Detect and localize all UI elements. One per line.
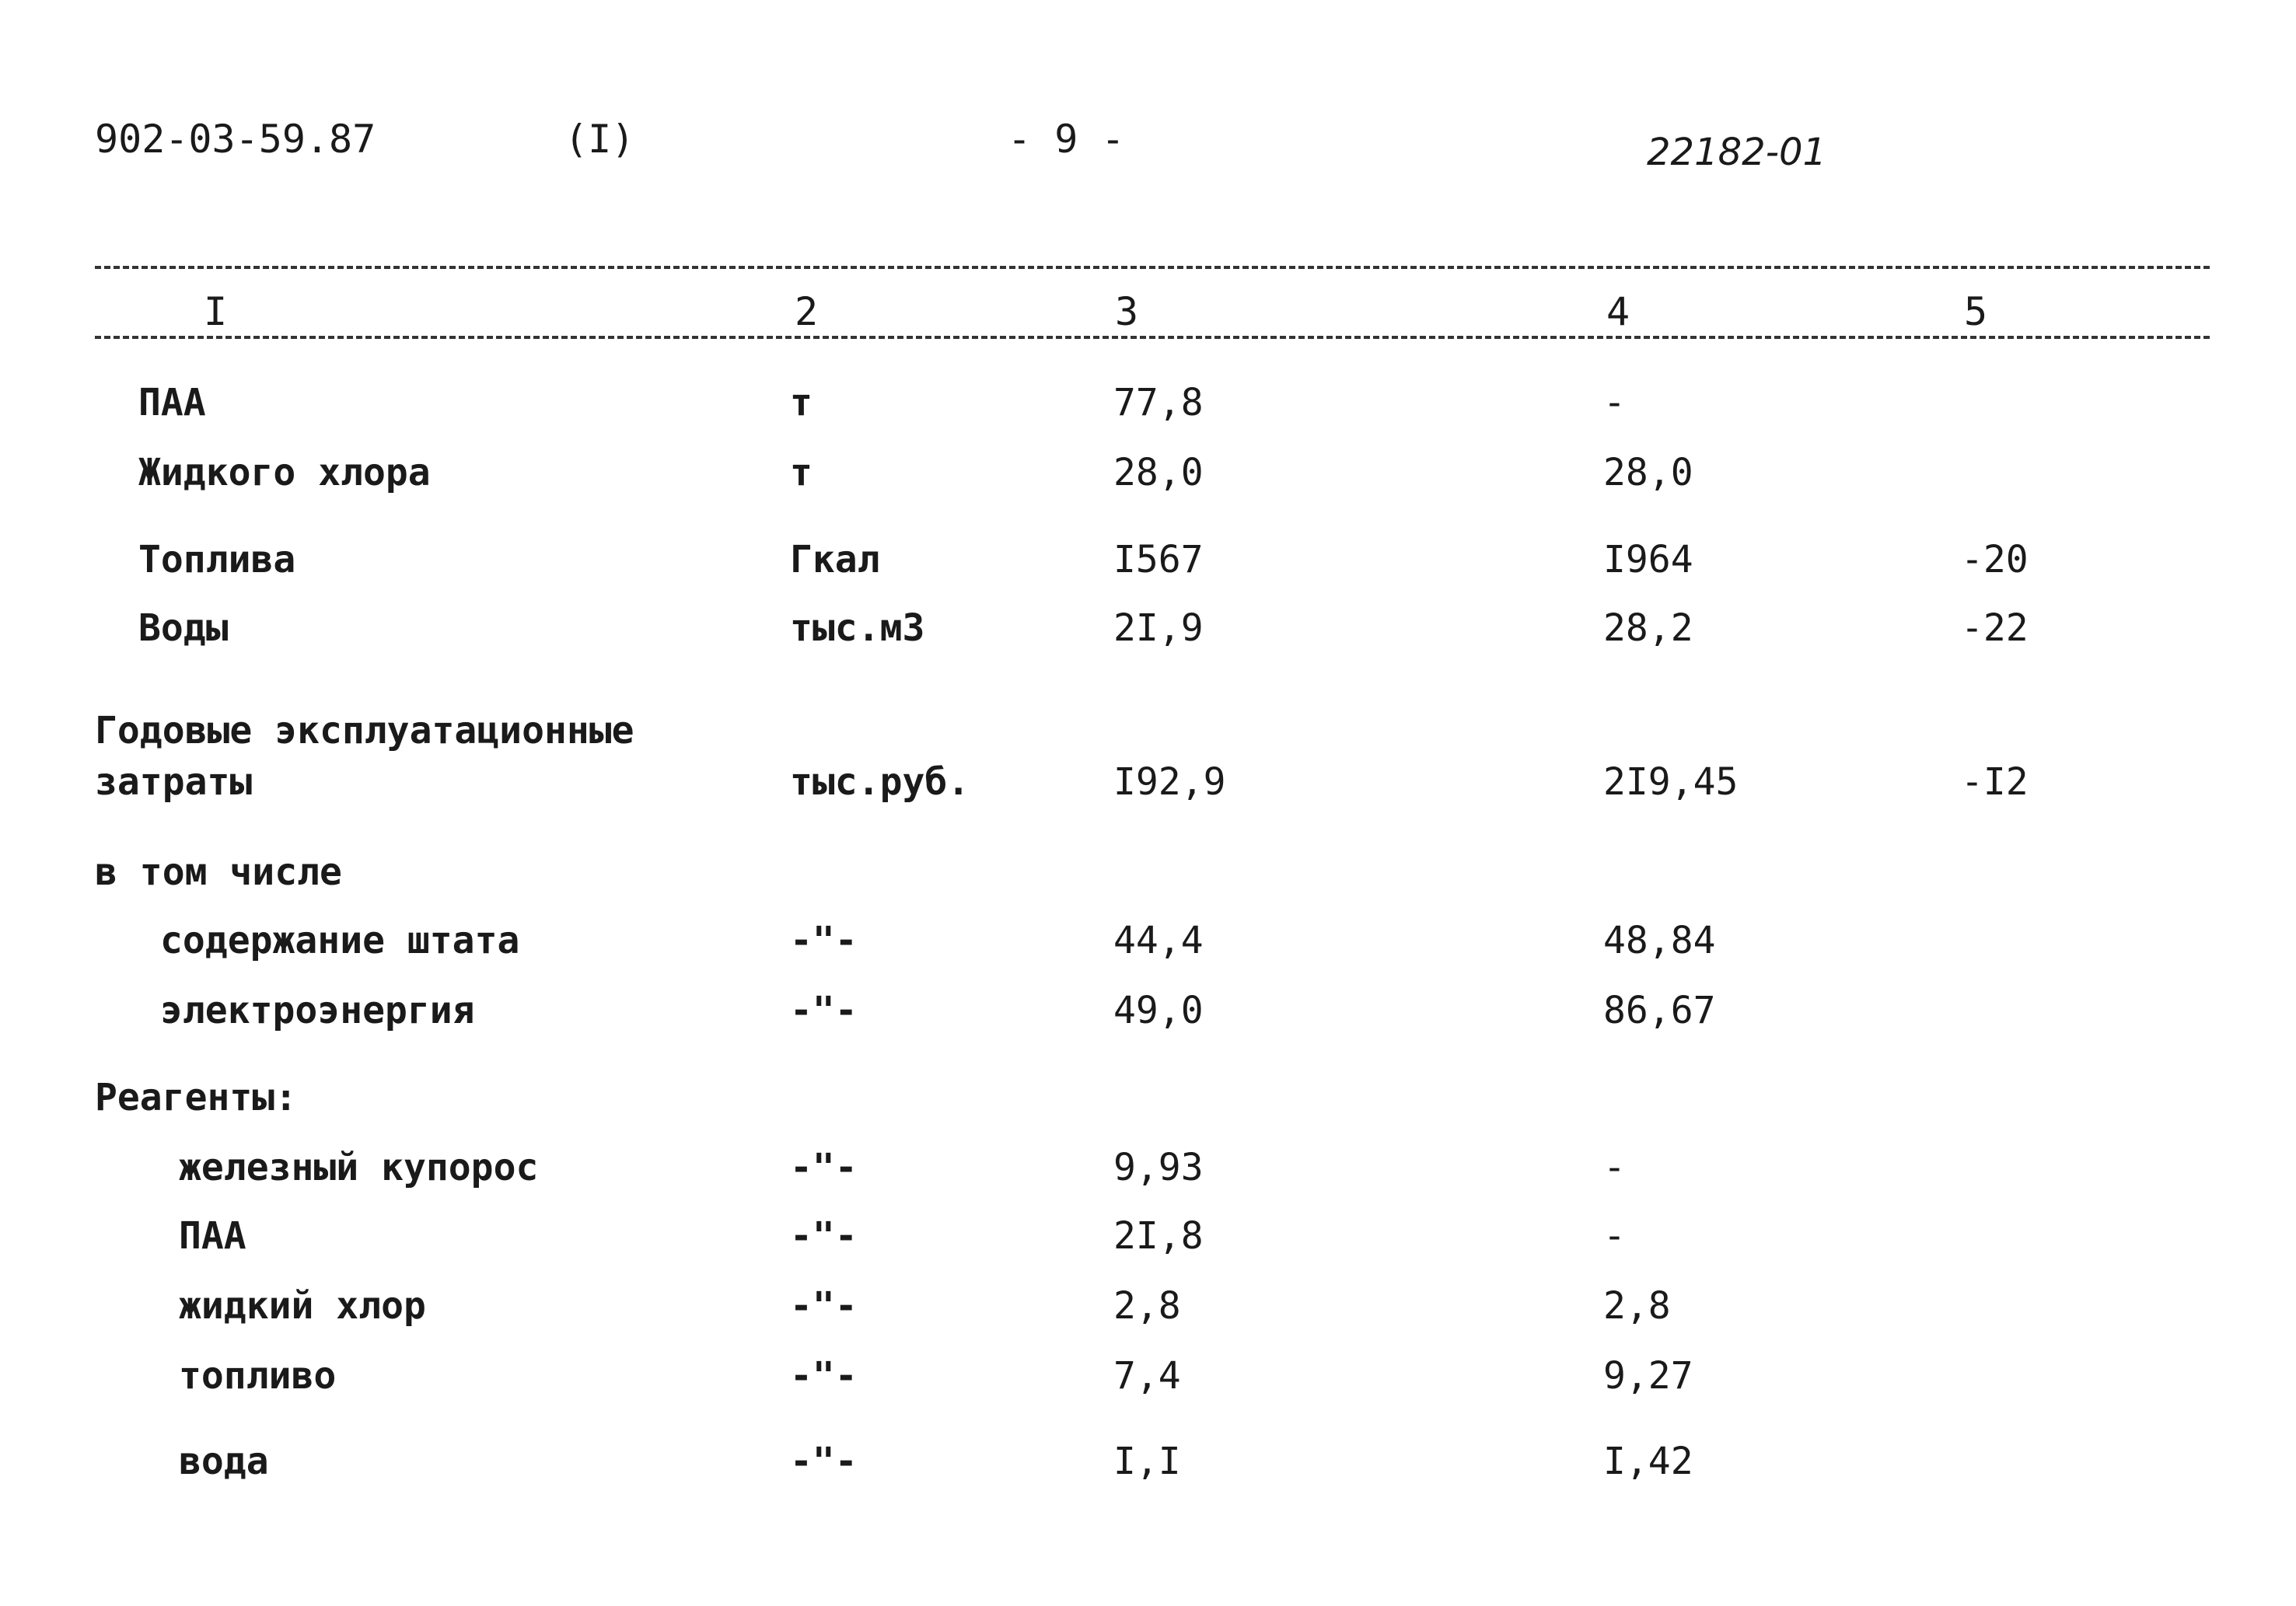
row-value-col3: 77,8 (1113, 381, 1204, 424)
row-value-col4: 28,0 (1603, 451, 1693, 494)
row-unit: т (790, 381, 813, 424)
row-name: ПАА (138, 381, 206, 424)
row-unit: -"- (790, 1284, 858, 1328)
row-unit: -"- (790, 1146, 858, 1189)
row-value-col4: 48,84 (1603, 919, 1716, 962)
table-header-dashed-rule (95, 336, 2210, 339)
row-unit: -"- (790, 1440, 858, 1483)
row-value-col3: I567 (1113, 538, 1204, 581)
row-value-col3: I,I (1113, 1440, 1181, 1483)
row-unit: Гкал (790, 538, 880, 581)
row-name: топливо (179, 1354, 337, 1398)
table-row (0, 989, 2296, 1035)
row-value-col4: 2I9,45 (1603, 760, 1739, 804)
row-value-col5: -20 (1961, 538, 2029, 581)
row-value-col3: 2I,8 (1113, 1214, 1204, 1258)
column-number-2: 2 (790, 289, 823, 334)
row-value-col4: I,42 (1603, 1440, 1693, 1483)
row-value-col3: 49,0 (1113, 989, 1204, 1032)
table-row (0, 1214, 2296, 1261)
table-row (0, 1440, 2296, 1486)
table-row (0, 1284, 2296, 1331)
document-part: (I) (564, 117, 635, 162)
row-value-col4: 86,67 (1603, 989, 1716, 1032)
row-value-col3: 7,4 (1113, 1354, 1181, 1398)
row-value-col4: 28,2 (1603, 606, 1693, 650)
table-row (0, 538, 2296, 585)
row-unit: -"- (790, 1214, 858, 1258)
row-name: электроэнергия (160, 989, 475, 1032)
row-value-col4: - (1603, 381, 1626, 424)
row-name: жидкий хлор (179, 1284, 426, 1328)
row-name: Воды (138, 606, 229, 650)
row-value-col4: - (1603, 1214, 1626, 1258)
row-name: Топлива (138, 538, 296, 581)
row-value-col5: -22 (1961, 606, 2029, 650)
table-row (0, 381, 2296, 428)
row-value-col3: 9,93 (1113, 1146, 1204, 1189)
row-value-col3: 44,4 (1113, 919, 1204, 962)
column-number-3: 3 (1110, 289, 1143, 334)
row-unit: -"- (790, 989, 858, 1032)
annual-costs-label-line1: Годовые эксплуатационные (95, 709, 634, 752)
row-unit: тыс.м3 (790, 606, 925, 650)
row-unit: тыс.руб. (790, 760, 970, 804)
column-number-1: I (199, 289, 232, 334)
row-value-col4: - (1603, 1146, 1626, 1189)
table-row (0, 1146, 2296, 1192)
row-unit: -"- (790, 1354, 858, 1398)
row-value-col4: 9,27 (1603, 1354, 1693, 1398)
table-row (0, 606, 2296, 653)
page-number: - 9 - (1008, 117, 1125, 162)
row-unit: -"- (790, 919, 858, 962)
row-value-col3: 2I,9 (1113, 606, 1204, 650)
table-row (0, 1354, 2296, 1401)
row-name: ПАА (179, 1214, 246, 1258)
document-code: 902-03-59.87 (95, 117, 376, 162)
row-value-col3: 28,0 (1113, 451, 1204, 494)
table-row (0, 919, 2296, 965)
row-value-col3: I92,9 (1113, 760, 1226, 804)
row-name: содержание штата (160, 919, 520, 962)
column-number-5: 5 (1959, 289, 1992, 334)
row-name: Жидкого хлора (138, 451, 431, 494)
table-top-dashed-rule (95, 266, 2210, 269)
including-label: в том числе (95, 850, 342, 894)
reagents-label: Реагенты: (95, 1076, 298, 1119)
row-unit: т (790, 451, 813, 494)
annual-costs-label-line2: затраты (95, 760, 253, 804)
row-value-col5: -I2 (1961, 760, 2029, 804)
row-name: вода (179, 1440, 269, 1483)
row-value-col4: 2,8 (1603, 1284, 1671, 1328)
row-value-col4: I964 (1603, 538, 1693, 581)
row-name: железный купорос (179, 1146, 539, 1189)
table-row-annual-costs (0, 760, 2296, 807)
row-value-col3: 2,8 (1113, 1284, 1181, 1328)
table-row (0, 451, 2296, 498)
sheet-code: 22182-01 (1647, 131, 1827, 174)
column-number-4: 4 (1602, 289, 1634, 334)
